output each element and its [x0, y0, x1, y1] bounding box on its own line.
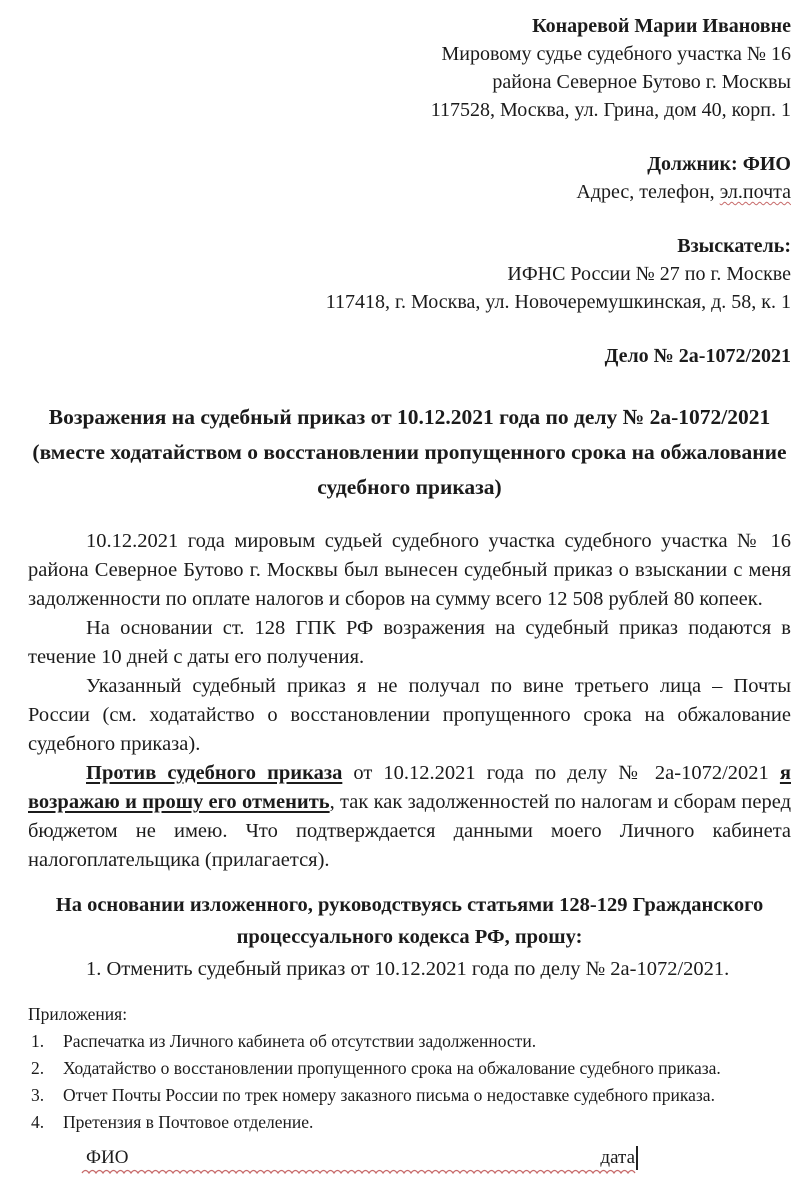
attachment-number: 2.: [31, 1058, 45, 1078]
document-body: [28, 527, 791, 875]
objection-tail-text: , так как задолженностей по налогам и сборам перед бюджетом не имею. Что подтверждается данными моего Личного кабинета налогоплательщика (прилагается).: [28, 791, 791, 871]
attachment-number: 4.: [31, 1112, 45, 1132]
attachment-item: [28, 1082, 791, 1109]
attachment-item: [28, 1055, 791, 1082]
request-heading: На основании изложенного, руководствуясь статьями 128-129 Гражданского процессуального кодекса РФ, прошу:: [55, 894, 764, 948]
recipient-name: Конаревой Марии Ивановне: [532, 15, 791, 37]
debtor-block: [28, 150, 791, 206]
case-number: Дело № 2а-1072/2021: [604, 345, 791, 367]
debtor-contact-line: [28, 178, 791, 206]
attachment-item: [28, 1109, 791, 1136]
text-cursor-caret: [636, 1146, 638, 1170]
attachment-text: Претензия в Почтовое отделение.: [63, 1112, 314, 1132]
objection-emphasis-1: Против судебного приказа: [86, 762, 343, 784]
debtor-label: Должник: ФИО: [647, 153, 791, 175]
claimant-address-line: 117418, г. Москва, ул. Новочеремушкинская, д. 58, к. 1: [325, 291, 791, 313]
recipient-block: [28, 12, 791, 124]
objection-emphasis-2: я возражаю и прошу его отменить: [28, 762, 791, 813]
claimant-name-line: ИФНС России № 27 по г. Москве: [507, 263, 791, 285]
debtor-email-placeholder: эл.почта: [719, 181, 791, 203]
claimant-label: Взыскатель:: [677, 235, 791, 257]
spellcheck-squiggle: [82, 1168, 638, 1175]
paragraph-not-received: Указанный судебный приказ я не получал по вине третьего лица – Почты России (см. ходатайство о восстановлении пропущенного срока на обжалование судебного приказа).: [28, 675, 791, 755]
attachment-item: [28, 1028, 791, 1055]
attachment-number: 3.: [31, 1085, 45, 1105]
recipient-address-line: 117528, Москва, ул. Грина, дом 40, корп. 1: [430, 99, 791, 121]
request-item-1: 1. Отменить судебный приказ от 10.12.2021 года по делу № 2а-1072/2021.: [86, 958, 730, 980]
attachments-label: Приложения:: [28, 1004, 128, 1024]
attachment-text: Ходатайство о восстановлении пропущенного срока на обжалование судебного приказа.: [63, 1058, 721, 1078]
attachments-section: [28, 1001, 791, 1136]
paragraph-legal-basis: На основании ст. 128 ГПК РФ возражения на судебный приказ подаются в течение 10 дней с даты его получения.: [28, 617, 791, 668]
debtor-contact-prefix: Адрес, телефон,: [576, 181, 720, 203]
claimant-block: [28, 232, 791, 316]
signature-line: [86, 1146, 638, 1170]
attachment-number: 1.: [31, 1031, 45, 1051]
attachment-text: Отчет Почты России по трек номеру заказного письма о недоставке судебного приказа.: [63, 1085, 715, 1105]
signature-name-field[interactable]: ФИО: [86, 1147, 129, 1168]
paragraph-objection: [28, 759, 791, 875]
attachment-text: Распечатка из Личного кабинета об отсутствии задолженности.: [63, 1031, 537, 1051]
document-title: Возражения на судебный приказ от 10.12.2021 года по делу № 2а-1072/2021 (вместе ходатайством о восстановлении пропущенного срока на обжалование судебного приказа): [32, 405, 787, 499]
recipient-district-line: района Северное Бутово г. Москвы: [492, 71, 791, 93]
objection-middle-text: от 10.12.2021 года по делу № 2а-1072/2021: [342, 762, 780, 784]
paragraph-order-issued: 10.12.2021 года мировым судьей судебного участка судебного участка № 16 района Северное Бутово г. Москвы был вынесен судебный приказ о взыскании с меня задолженности по оплате налогов и сборов на сумму всего 12 508 рублей 80 копеек.: [28, 530, 791, 610]
recipient-court-line: Мировому судье судебного участка № 16: [441, 43, 791, 65]
signature-date-field[interactable]: дата: [600, 1147, 635, 1168]
